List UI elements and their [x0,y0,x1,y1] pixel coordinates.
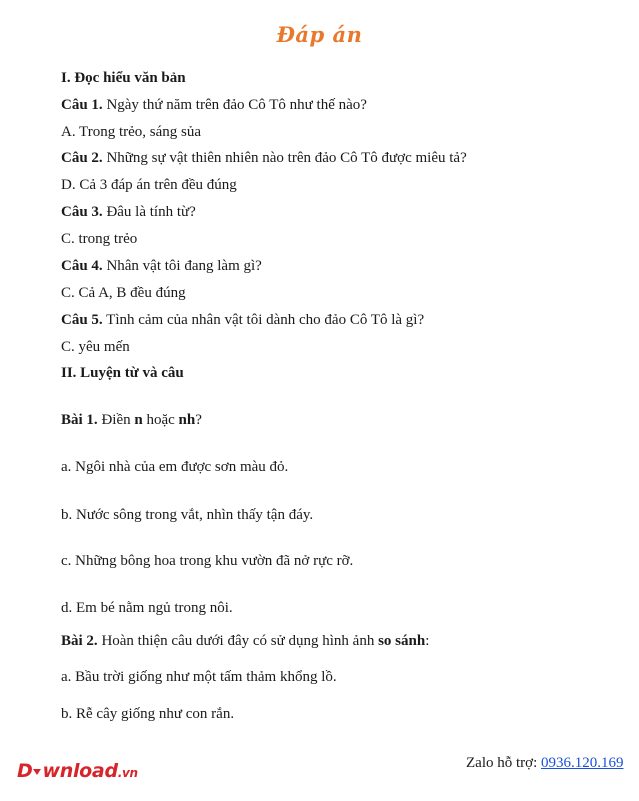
question-label: Câu 3. [61,204,103,220]
exercise-1-item-b: b. Nước sông trong vắt, nhìn thấy tận đáy. [61,507,314,523]
zalo-support [466,755,624,772]
exercise-text: Điền [97,412,135,428]
question-text: Đâu là tính từ? [102,204,196,220]
page-title: Đáp án [276,22,363,47]
question-4 [61,257,262,275]
logo-text: wnload [42,760,118,782]
answer-2: D. Cả 3 đáp án trên đều đúng [61,177,237,193]
question-label: Câu 5. [61,312,103,328]
question-label: Câu 1. [61,97,103,113]
exercise-1-item-a: a. Ngôi nhà của em được sơn màu đỏ. [61,459,289,475]
exercise-text: ? [195,412,202,428]
question-text: Ngày thứ năm trên đảo Cô Tô như thế nào? [102,97,367,113]
support-phone-link[interactable]: 0936.120.169 [541,755,624,771]
exercise-2-prompt [61,632,429,650]
answer-1: A. Trong trẻo, sáng sủa [61,124,202,140]
logo-tld: .vn [117,766,138,780]
exercise-bold: nh [178,412,196,428]
question-2 [61,149,467,167]
question-text: Nhân vật tôi đang làm gì? [102,258,262,274]
exercise-bold: n [134,412,143,428]
answer-5: C. yêu mến [61,339,130,355]
answer-4: C. Cả A, B đều đúng [61,285,186,301]
logo-text: D [17,760,33,782]
exercise-1-item-c: c. Những bông hoa trong khu vườn đã nở rực rỡ. [61,553,354,569]
question-text: Tình cảm của nhân vật tôi dành cho đảo Cô Tô là gì? [102,312,425,328]
question-1 [61,96,367,114]
section-1-heading: I. Đọc hiểu văn bản [61,70,186,86]
download-logo[interactable] [17,760,138,782]
question-label: Câu 4. [61,258,103,274]
exercise-text: hoặc [142,412,179,428]
exercise-text: Hoàn thiện câu dưới đây có sử dụng hình ảnh [97,633,379,649]
question-label: Câu 2. [61,150,103,166]
exercise-label: Bài 2. [61,633,98,649]
exercise-2-item-a: a. Bầu trời giống như một tấm thảm khổng lồ. [61,669,337,685]
exercise-2-item-b: b. Rễ cây giống như con rắn. [61,706,235,722]
download-arrow-icon [33,769,41,775]
answer-3: C. trong trẻo [61,231,138,247]
exercise-text: : [425,633,430,649]
exercise-1-prompt [61,411,202,429]
exercise-1-item-d: d. Em bé nằm ngủ trong nôi. [61,600,233,616]
question-5 [61,311,424,329]
support-label: Zalo hỗ trợ: [466,755,541,771]
exercise-label: Bài 1. [61,412,98,428]
question-text: Những sự vật thiên nhiên nào trên đảo Cô Tô được miêu tả? [102,150,467,166]
question-3 [61,203,196,221]
section-2-heading: II. Luyện từ và câu [61,365,184,381]
exercise-bold: so sánh [378,633,426,649]
